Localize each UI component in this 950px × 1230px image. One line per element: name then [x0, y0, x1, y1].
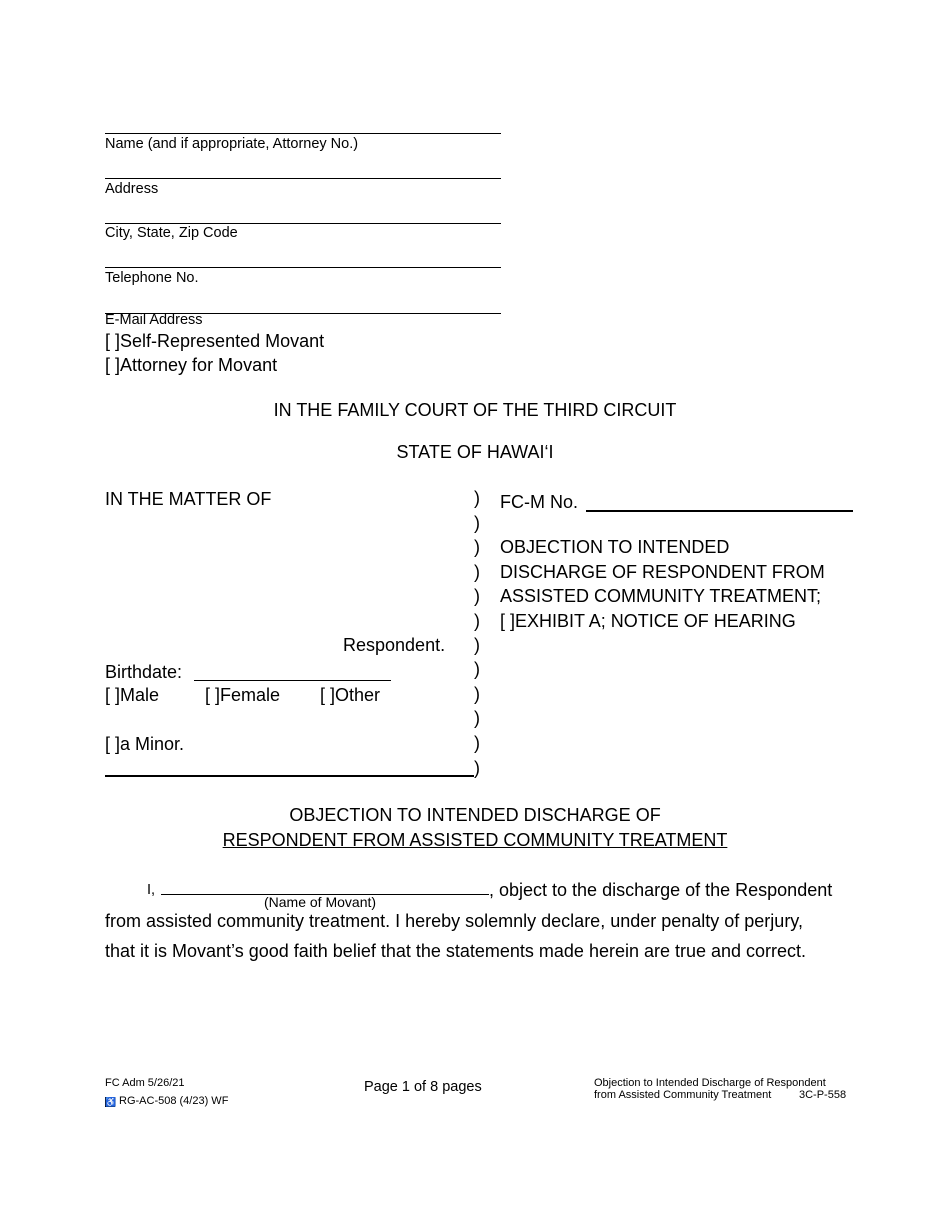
movant-name-caption: (Name of Movant) [264, 894, 377, 910]
checkbox-brackets: [ ] [500, 611, 516, 631]
paren: ) [474, 586, 480, 606]
paren: ) [474, 513, 480, 533]
city-state-zip-label: City, State, Zip Code [105, 225, 238, 241]
paren: ) [474, 684, 480, 704]
accessibility-icon: ♿ [105, 1097, 117, 1107]
paren: ) [474, 758, 480, 778]
name-line[interactable] [105, 133, 501, 134]
checkbox-brackets: [ ] [105, 685, 121, 705]
address-label: Address [105, 181, 159, 197]
male-label: Male [120, 685, 160, 705]
footer-doc-name-line-1: Objection to Intended Discharge of Respondent [594, 1077, 826, 1089]
doc-title-line-1: OBJECTION TO INTENDED [500, 537, 730, 557]
name-label: Name (and if appropriate, Attorney No.) [105, 136, 359, 152]
email-label: E-Mail Address [105, 312, 203, 328]
court-name: IN THE FAMILY COURT OF THE THIRD CIRCUIT [273, 400, 677, 420]
checkbox-brackets: [ ] [105, 355, 121, 375]
paren: ) [474, 537, 480, 557]
checkbox-brackets: [ ] [320, 685, 336, 705]
matter-of-label: IN THE MATTER OF [105, 489, 272, 509]
checkbox-brackets: [ ] [105, 331, 121, 351]
exhibit-checkbox[interactable] [500, 611, 796, 632]
footer-form-code-wrap [105, 1095, 228, 1107]
checkbox-brackets: [ ] [105, 734, 121, 754]
paren: ) [474, 708, 480, 728]
footer-doc-name-line-2: from Assisted Community Treatment [594, 1089, 772, 1101]
paren: ) [474, 562, 480, 582]
footer-form-code: RG-AC-508 (4/23) WF [119, 1095, 229, 1107]
male-checkbox[interactable] [105, 685, 159, 706]
footer-page-number: Page 1 of 8 pages [364, 1079, 482, 1095]
document-title-line-2 [0, 830, 950, 851]
paren: ) [474, 659, 480, 679]
paren: ) [474, 635, 480, 655]
doc-title-line-2: DISCHARGE OF RESPONDENT FROM [500, 562, 825, 582]
footer-doc-code: 3C-P-558 [799, 1089, 847, 1101]
case-number-label: FC-M No. [500, 492, 578, 512]
address-line[interactable] [105, 178, 501, 179]
checkbox-brackets: [ ] [205, 685, 221, 705]
document-title-line-1: OBJECTION TO INTENDED DISCHARGE OF [289, 805, 661, 825]
respondent-label: Respondent. [343, 635, 446, 655]
attorney-checkbox[interactable] [105, 355, 277, 376]
other-label: Other [335, 685, 381, 705]
birthdate-label: Birthdate: [105, 662, 183, 682]
self-represented-checkbox[interactable] [105, 331, 324, 352]
self-represented-label: Self-Represented Movant [120, 331, 325, 351]
female-label: Female [220, 685, 281, 705]
minor-checkbox[interactable] [105, 734, 184, 755]
body-line-3: that it is Movant’s good faith belief that the statements made herein are true and correct. [105, 941, 807, 961]
paren: ) [474, 488, 480, 508]
document-title-line-2-text: RESPONDENT FROM ASSISTED COMMUNITY TREATMENT [222, 830, 728, 850]
minor-label: a Minor. [120, 734, 185, 754]
case-number-line[interactable] [586, 510, 853, 512]
city-state-zip-line[interactable] [105, 223, 501, 224]
exhibit-label: EXHIBIT A; NOTICE OF HEARING [515, 611, 796, 631]
caption-bottom-line [105, 775, 474, 777]
body-i: I, [147, 882, 156, 898]
telephone-label: Telephone No. [105, 270, 199, 286]
other-checkbox[interactable] [320, 685, 380, 706]
telephone-line[interactable] [105, 267, 501, 268]
body-line-1: , object to the discharge of the Respondent [489, 880, 833, 900]
attorney-label: Attorney for Movant [120, 355, 278, 375]
female-checkbox[interactable] [205, 685, 280, 706]
birthdate-line[interactable] [194, 680, 391, 681]
court-state: STATE OF HAWAI‘I [396, 442, 554, 462]
paren: ) [474, 733, 480, 753]
footer-form-date: FC Adm 5/26/21 [105, 1077, 185, 1089]
doc-title-line-3: ASSISTED COMMUNITY TREATMENT; [500, 586, 822, 606]
body-line-2: from assisted community treatment. I hereby solemnly declare, under penalty of perjury, [105, 911, 803, 931]
paren: ) [474, 611, 480, 631]
